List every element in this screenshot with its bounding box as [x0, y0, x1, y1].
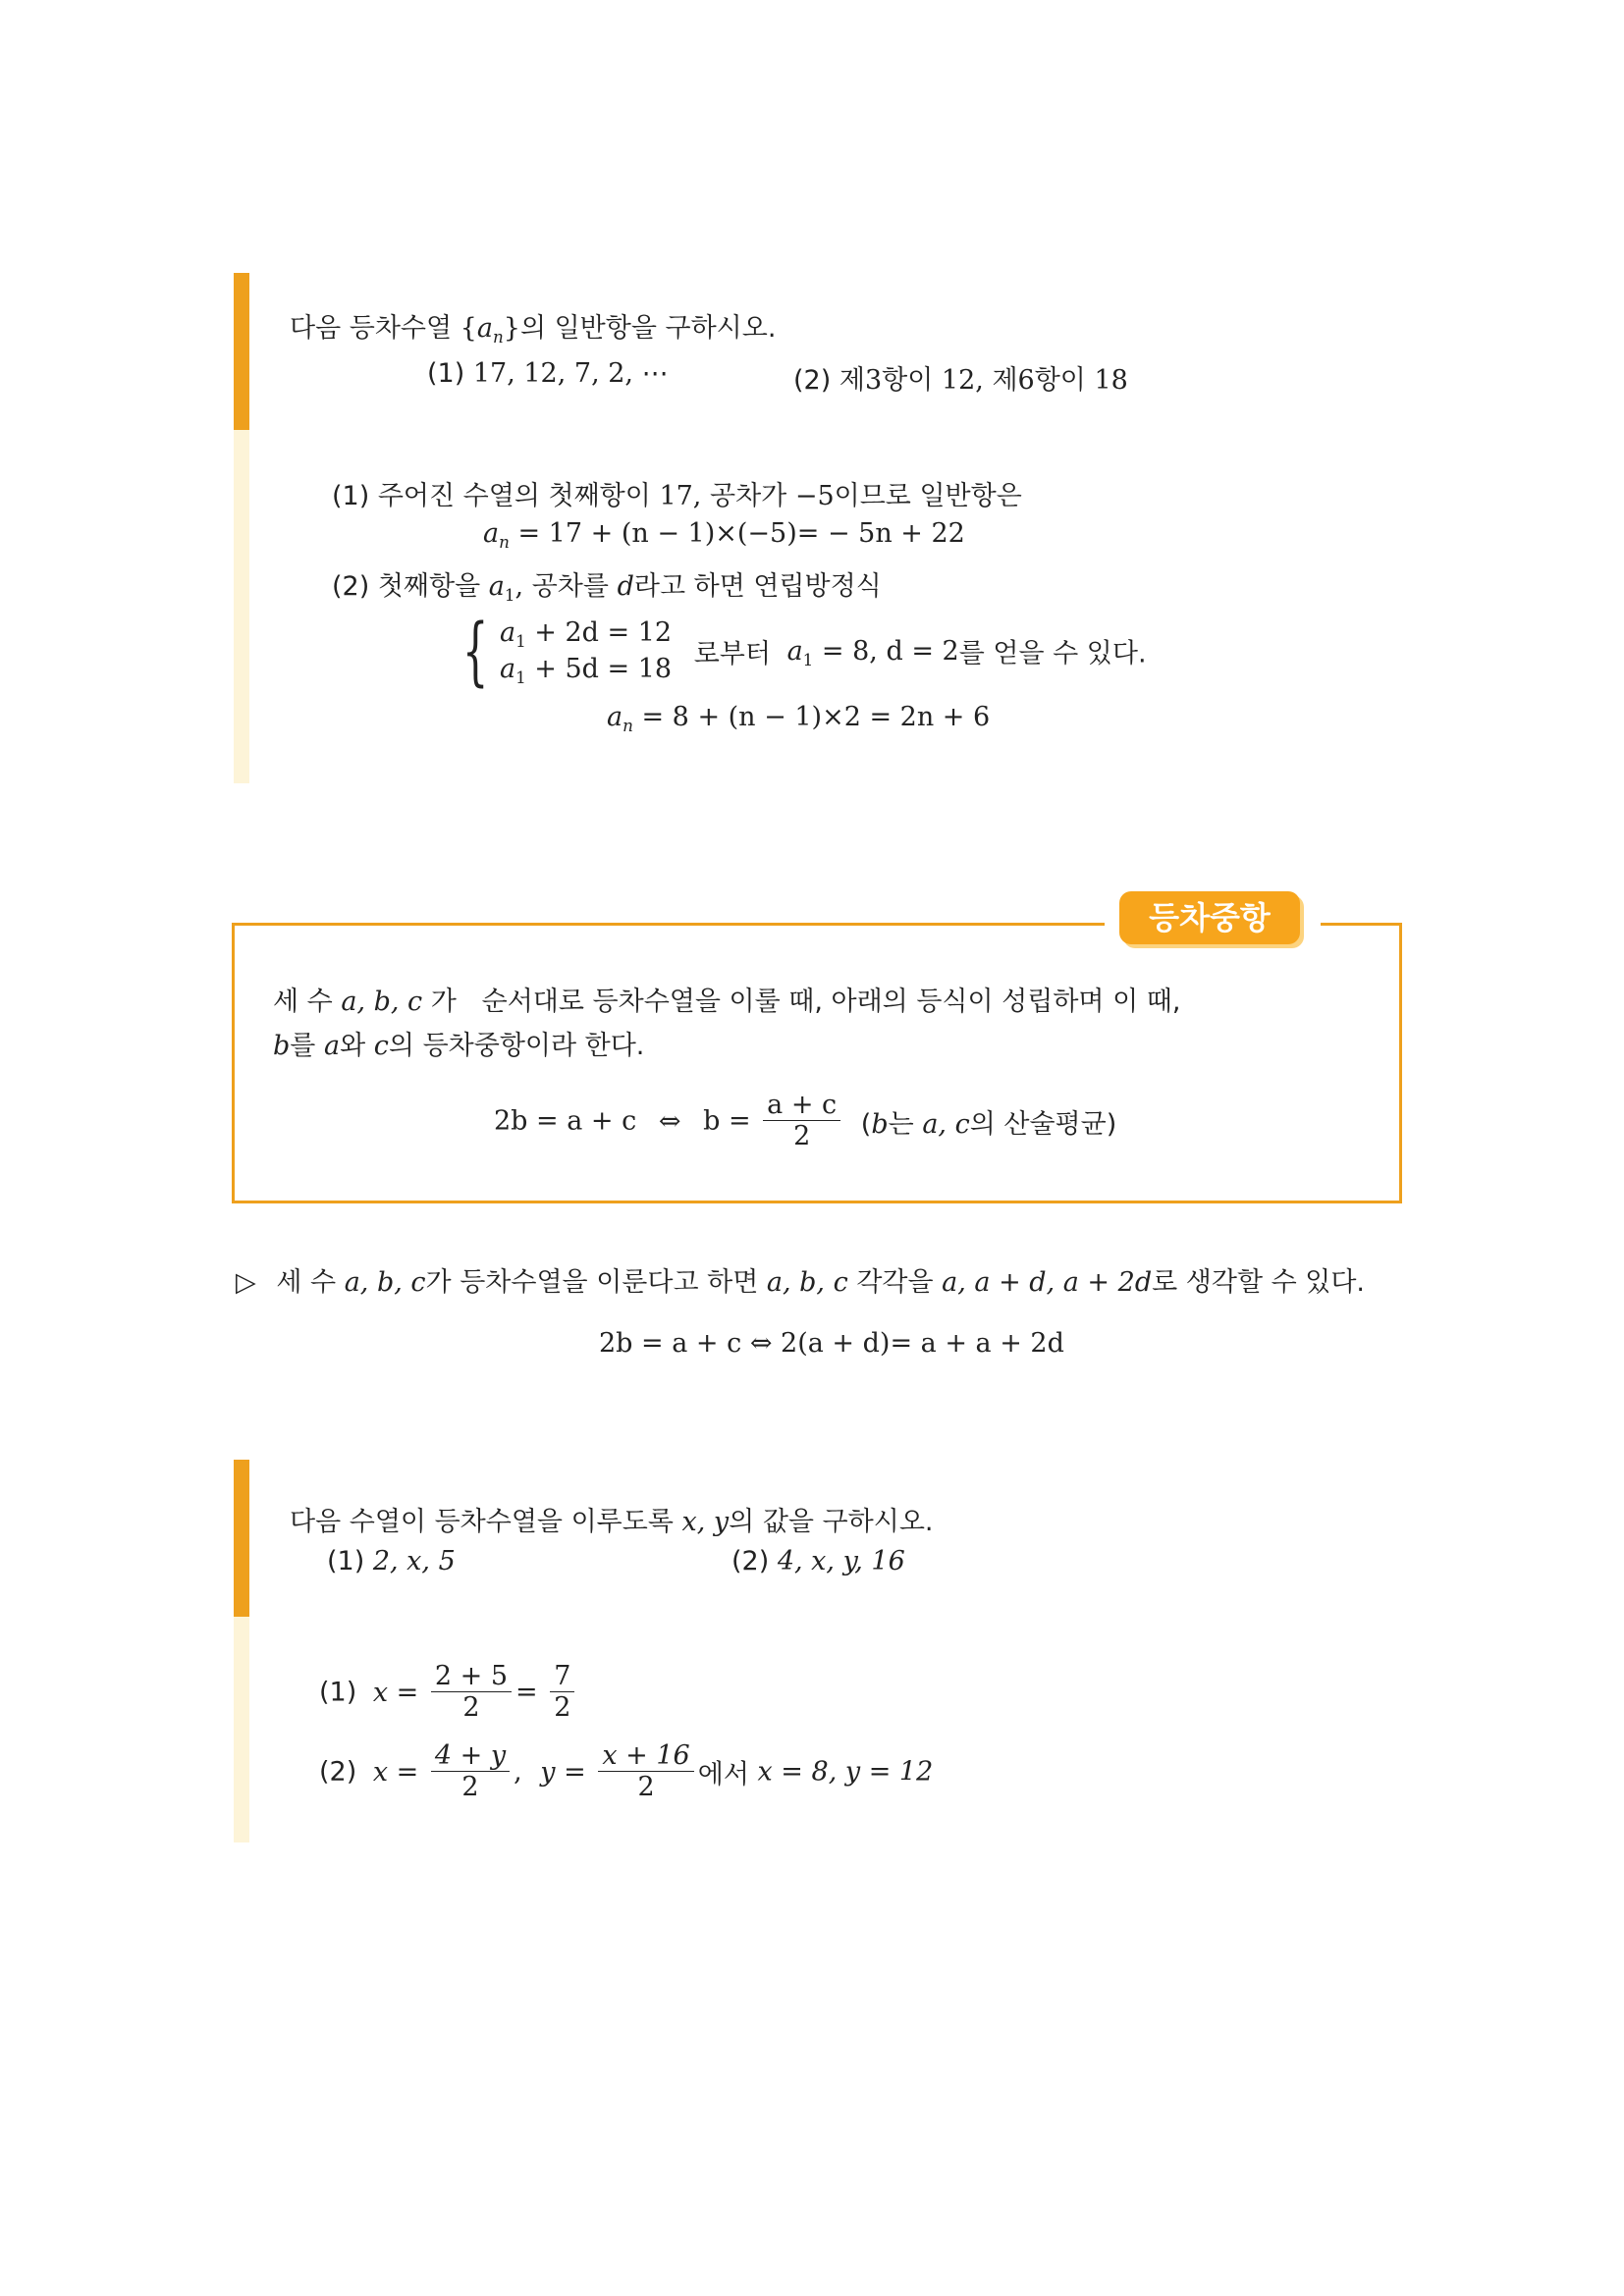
solution1-system: { $a_1 + 2d = 12$ $a_1 + 5d = 18$ 로부터 $a_1 = 8$, d = 2를 얻을 수 있다. [461, 607, 1147, 694]
problem1-item1: (1) 17, 12, 7, 2, ⋯ [427, 358, 669, 389]
concept-line1: 세 수 a, b, c 가 순서대로 등차수열을 이룰 때, 아래의 등식이 성립하며 이 때, [273, 987, 1181, 1017]
problem1-prompt: 다음 등차수열 $\{a_n\}$의 일반항을 구하시오. [290, 313, 777, 347]
solution1-line2: (2) 첫째항을 $a_1$, 공차를 d라고 하면 연립방정식 [332, 571, 882, 605]
problem2-accent-bar [234, 1460, 249, 1617]
problem1-solution-bar [234, 430, 249, 783]
problem1-item2: (2) 제3항이 12, 제6항이 18 [793, 365, 1128, 396]
concept-badge: 등차중항 [1119, 891, 1300, 944]
concept-line2: b를 a와 c의 등차중항이라 한다. [273, 1031, 645, 1061]
solution1-eq1: $a_n = 17 + (n - 1)\times(-5)= - 5n + 22$ [483, 518, 965, 552]
problem2-item2: (2) 4, x, y, 16 [731, 1546, 905, 1576]
concept-box [232, 923, 1402, 1203]
problem2-item1: (1) 2, x, 5 [327, 1546, 456, 1576]
solution2-line1: (1) x = $\frac{2 + 5}{2}$ = $\frac{7}{2}$ [319, 1661, 578, 1724]
problem2-solution-bar [234, 1617, 249, 1842]
remark-equation: 2b = a + c ⇔ 2(a + d)= a + a + 2d [599, 1328, 1064, 1359]
problem1-accent-bar [234, 273, 249, 430]
concept-formula: 2b = a + c ⇔ b = $\frac{a + c}{2}$ (b는 a, c의 산술평균) [494, 1090, 1117, 1152]
solution2-line2: (2) x = $\frac{4 + y}{2}$ , y = $\frac{x + 16}{2}$ 에서 x = 8, y = 12 [319, 1740, 934, 1803]
remark-line: ▷ 세 수 a, b, c가 등차수열을 이룬다고 하면 a, b, c 각각을 a, a + d, a + 2d로 생각할 수 있다. [236, 1267, 1366, 1298]
problem2-prompt: 다음 수열이 등차수열을 이루도록 x, y의 값을 구하시오. [290, 1507, 934, 1537]
solution1-eq2: $a_n = 8 + (n - 1)\times 2 = 2n + 6$ [607, 702, 991, 735]
solution1-line1: (1) 주어진 수열의 첫째항이 17, 공차가 −5이므로 일반항은 [332, 481, 1022, 511]
